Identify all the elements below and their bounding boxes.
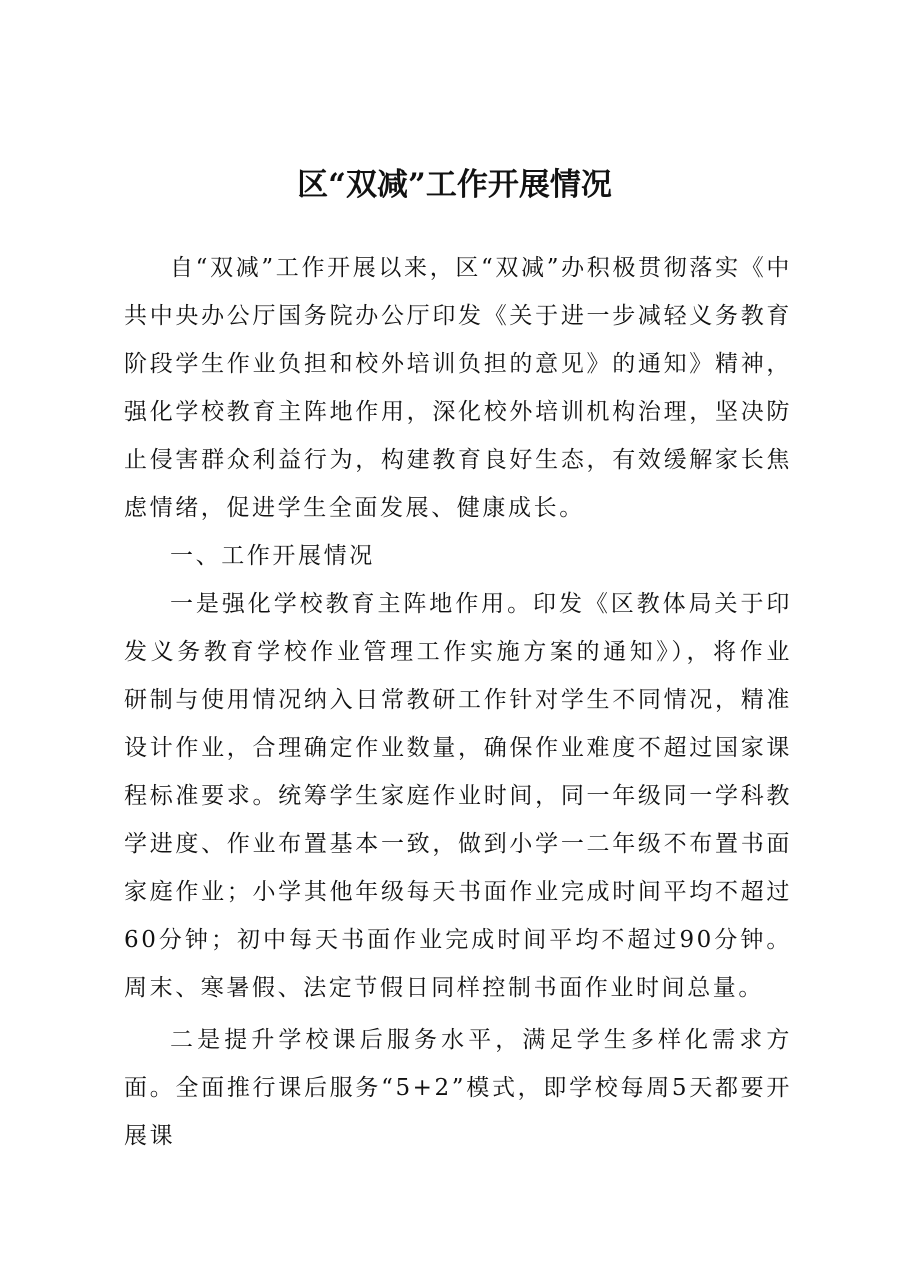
section-heading: 一、工作开展情况 [170,543,375,569]
paragraph-item-2: 二是提升学校课后服务水平，满足学生多样化需求方面。全面推行课后服务“5+2”模式，即学校每周5天都要开展课 [124,1027,792,1149]
intro-paragraph: 自“双减”工作开展以来，区“双减”办积极贯彻落实《中共中央办公厅国务院办公厅印发《关于进一步减轻义务教育阶段学生作业负担和校外培训负担的意见》的通知》精神，强化学校教育主阵地作用，深化校外培训机构治理，坚决防止侵害群众利益行为，构建教育良好生态，有效缓解家长焦虑情绪，促进学生全面发展、健康成长。 [124,255,792,521]
paragraph-item-1: 一是强化学校教育主阵地作用。印发《区教体局关于印发义务教育学校作业管理工作实施方案的通知》），将作业研制与使用情况纳入日常教研工作针对学生不同情况，精准设计作业，合理确定作业数量，确保作业难度不超过国家课程标准要求。统筹学生家庭作业时间，同一年级同一学科教学进度、作业布置基本一致，做到小学一二年级不布置书面家庭作业；小学其他年级每天书面作业完成时间平均不超过60分钟；初中每天书面作业完成时间平均不超过90分钟。周末、寒暑假、法定节假日同样控制书面作业时间总量。 [124,591,792,1001]
document-title: 区“双减”工作开展情况 [297,167,612,203]
document-body [124,244,792,1160]
